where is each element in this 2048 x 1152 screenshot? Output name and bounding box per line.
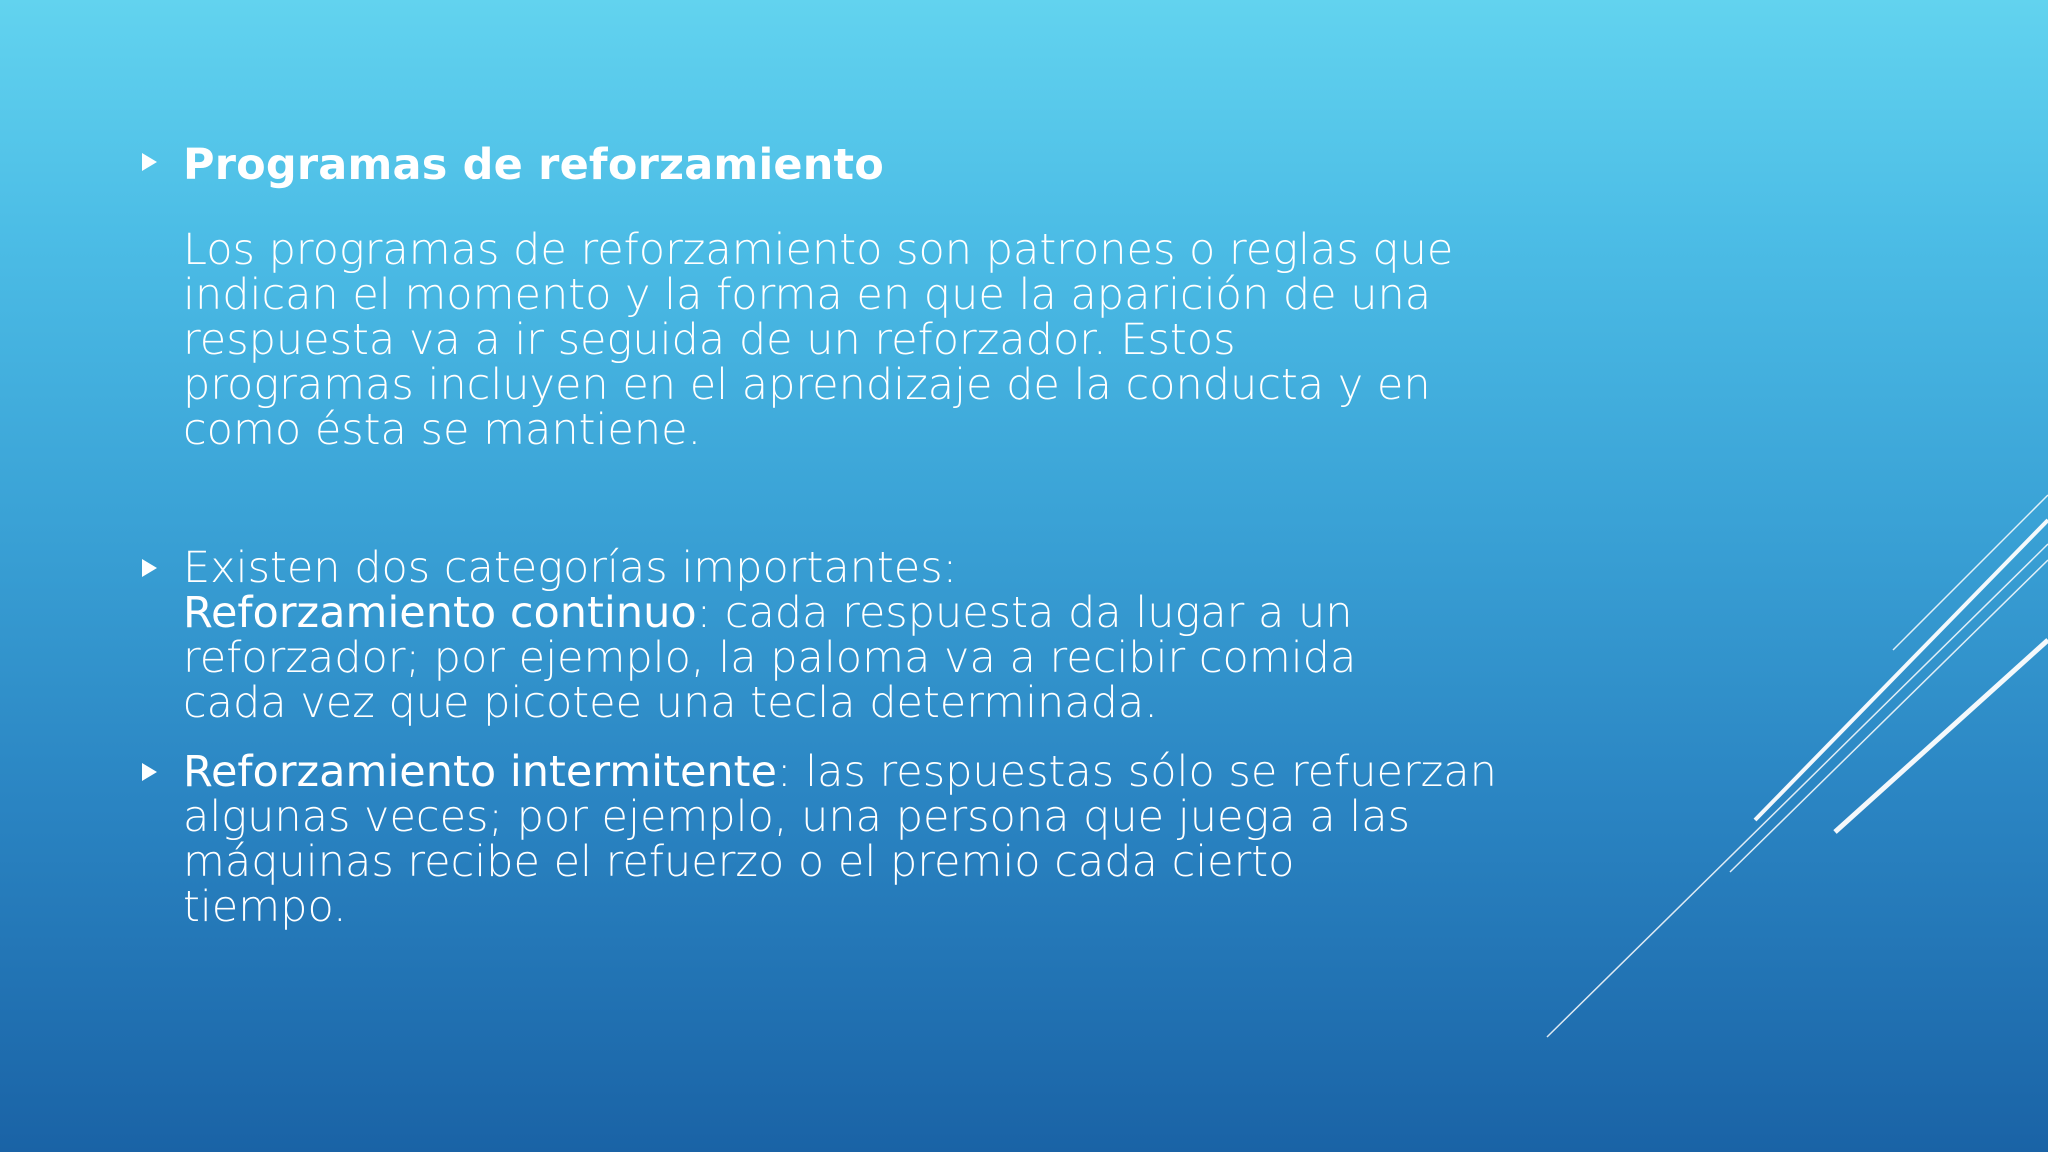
- bullet-marker-icon: [142, 153, 157, 171]
- term-bold: Reforzamiento intermitente: [183, 747, 777, 797]
- term-rest: : cada respuesta da lugar a un: [696, 588, 1353, 638]
- paragraph-line: respuesta va a ir seguida de un reforzador. Estos: [183, 315, 1236, 365]
- paragraph-line: Existen dos categorías importantes:: [183, 543, 958, 593]
- paragraph-line: algunas veces; por ejemplo, una persona que juega a las: [183, 792, 1410, 842]
- paragraph-line: [183, 747, 1543, 797]
- term-rest: : las respuestas sólo se refuerzan: [776, 747, 1497, 797]
- bullet-heading: Programas de reforzamiento: [183, 140, 885, 190]
- bullet-paragraph: [183, 225, 1543, 455]
- paragraph-line: indican el momento y la forma en que la aparición de una: [183, 270, 1432, 320]
- bullet-marker-icon: [142, 559, 157, 577]
- bullet-paragraph: [183, 747, 1543, 932]
- paragraph-line: programas incluyen en el aprendizaje de la conducta y en: [183, 360, 1431, 410]
- term-bold: Reforzamiento continuo: [183, 588, 697, 638]
- deco-line-4: [1835, 640, 2048, 832]
- paragraph-line: cada vez que picotee una tecla determinada.: [183, 678, 1158, 728]
- paragraph-line: [183, 588, 1543, 638]
- paragraph-line: Los programas de reforzamiento son patrones o reglas que: [183, 225, 1454, 275]
- deco-line-2: [1730, 560, 2048, 872]
- bullet-paragraph: [183, 543, 1543, 728]
- deco-line-1: [1547, 544, 2048, 1037]
- paragraph-line: máquinas recibe el refuerzo o el premio cada cierto: [183, 837, 1295, 887]
- paragraph-line: como ésta se mantiene.: [183, 405, 702, 455]
- deco-line-5: [1893, 495, 2048, 650]
- bullet-marker-icon: [142, 763, 157, 781]
- paragraph-line: reforzador; por ejemplo, la paloma va a recibir comida: [183, 633, 1357, 683]
- paragraph-line: tiempo.: [183, 882, 347, 932]
